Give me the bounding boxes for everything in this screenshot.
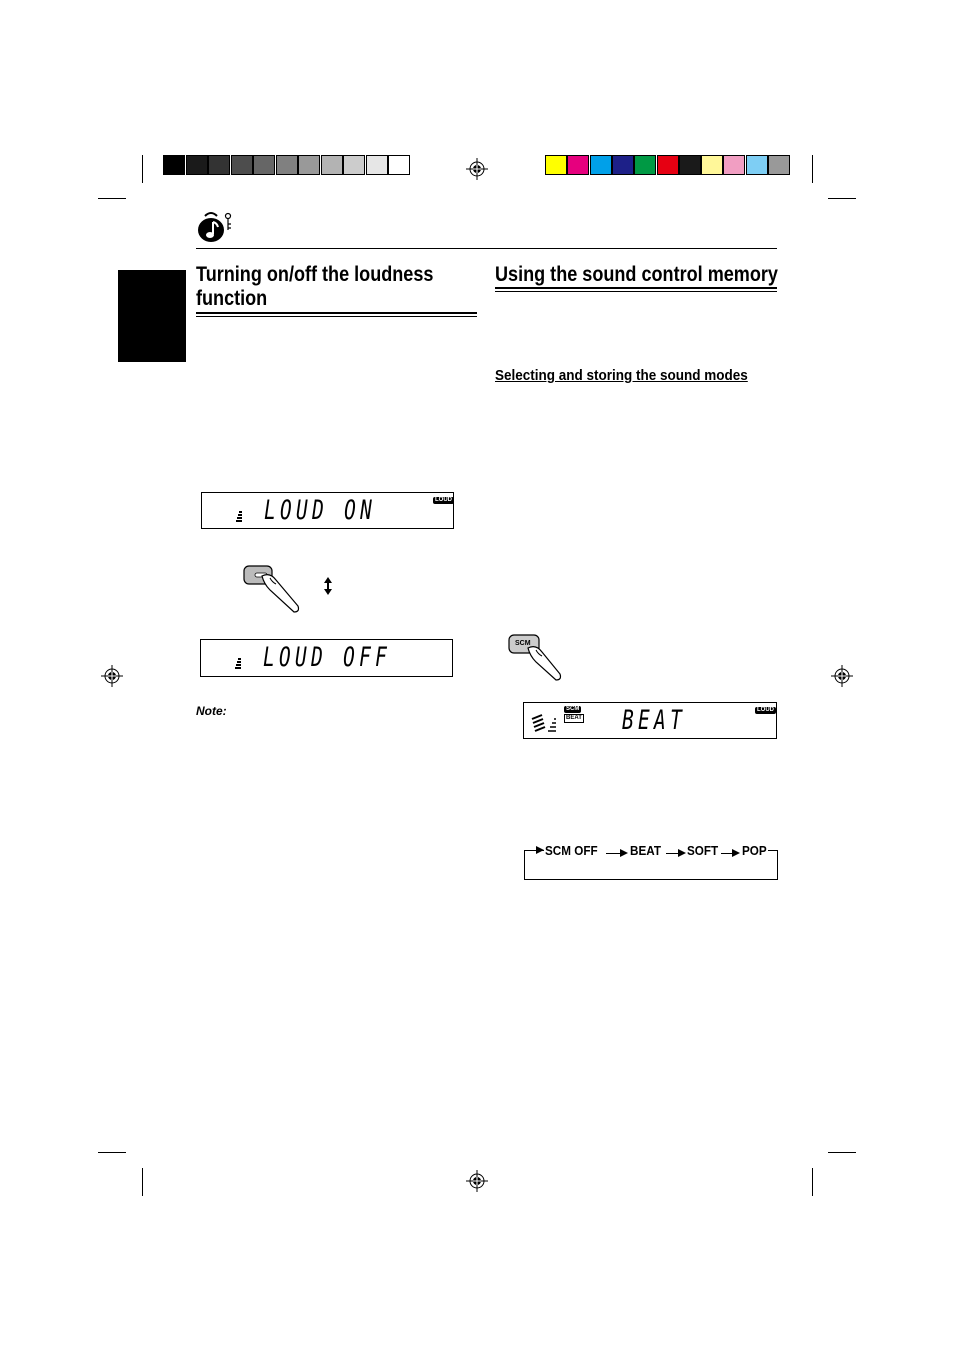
note-label: Note: (196, 704, 227, 718)
color-swatch (657, 155, 679, 175)
color-swatch (567, 155, 589, 175)
lcd-text: BEAT (622, 705, 687, 736)
crop-mark (142, 1168, 143, 1196)
title-underline (495, 287, 777, 289)
sequence-item: POP (742, 843, 767, 858)
sequence-item: BEAT (630, 843, 661, 858)
arrow-right-icon (620, 849, 628, 857)
arrow-right-icon (678, 849, 686, 857)
language-tab (118, 270, 186, 362)
registration-mark-icon (466, 158, 488, 180)
arrow-right-icon (732, 849, 740, 857)
loud-indicator: LOUD (757, 707, 774, 713)
lcd-text: LOUD OFF (263, 642, 392, 673)
crop-mark (828, 198, 856, 199)
gray-swatch (276, 155, 298, 175)
crop-mark (98, 198, 126, 199)
gray-swatch (343, 155, 365, 175)
color-swatch (545, 155, 567, 175)
gray-swatch (208, 155, 230, 175)
crop-mark (812, 1168, 813, 1196)
lcd-display-beat (523, 702, 777, 739)
crop-mark (828, 1152, 856, 1153)
lcd-text: LOUD ON (264, 495, 377, 526)
sequence-item: SCM OFF (545, 843, 598, 858)
sound-note-icon (196, 210, 234, 244)
color-swatch (590, 155, 612, 175)
color-swatch (634, 155, 656, 175)
toggle-arrow-icon (323, 576, 333, 596)
gray-swatch (321, 155, 343, 175)
registration-mark-icon (831, 665, 853, 687)
loud-button-press-icon (240, 562, 304, 614)
scm-indicator: SCM (566, 706, 580, 712)
sequence-arrow-line (768, 850, 778, 851)
beat-indicator: BEAT (566, 715, 582, 721)
gray-swatch (366, 155, 388, 175)
scm-title: Using the sound control memory (495, 263, 778, 286)
loud-indicator: LOUD (435, 497, 452, 503)
scm-button-label: SCM (515, 640, 531, 647)
equalizer-icon (530, 711, 558, 735)
color-swatch (612, 155, 634, 175)
title-underline (495, 291, 777, 292)
gray-swatch (163, 155, 185, 175)
color-swatch (723, 155, 745, 175)
gray-swatch (388, 155, 410, 175)
arrow-right-icon (536, 846, 544, 854)
header-rule (196, 248, 777, 249)
crop-mark (812, 155, 813, 183)
subheading: Selecting and storing the sound modes (495, 367, 748, 384)
sequence-item: SOFT (687, 843, 719, 858)
color-swatch (701, 155, 723, 175)
gray-swatch (253, 155, 275, 175)
gray-swatch (186, 155, 208, 175)
title-underline (196, 312, 477, 314)
color-swatch (746, 155, 768, 175)
gray-swatch (231, 155, 253, 175)
registration-mark-icon (466, 1170, 488, 1192)
level-meter-icon (235, 507, 243, 523)
title-underline (196, 316, 477, 317)
loudness-title: Turning on/off the loudness function (196, 263, 434, 310)
lcd-display-loud-on (201, 492, 454, 529)
color-swatch (679, 155, 701, 175)
gray-swatch (298, 155, 320, 175)
color-swatch (768, 155, 790, 175)
lcd-display-loud-off (200, 639, 453, 677)
crop-mark (142, 155, 143, 183)
crop-mark (98, 1152, 126, 1153)
level-meter-icon (234, 654, 242, 670)
registration-mark-icon (101, 665, 123, 687)
